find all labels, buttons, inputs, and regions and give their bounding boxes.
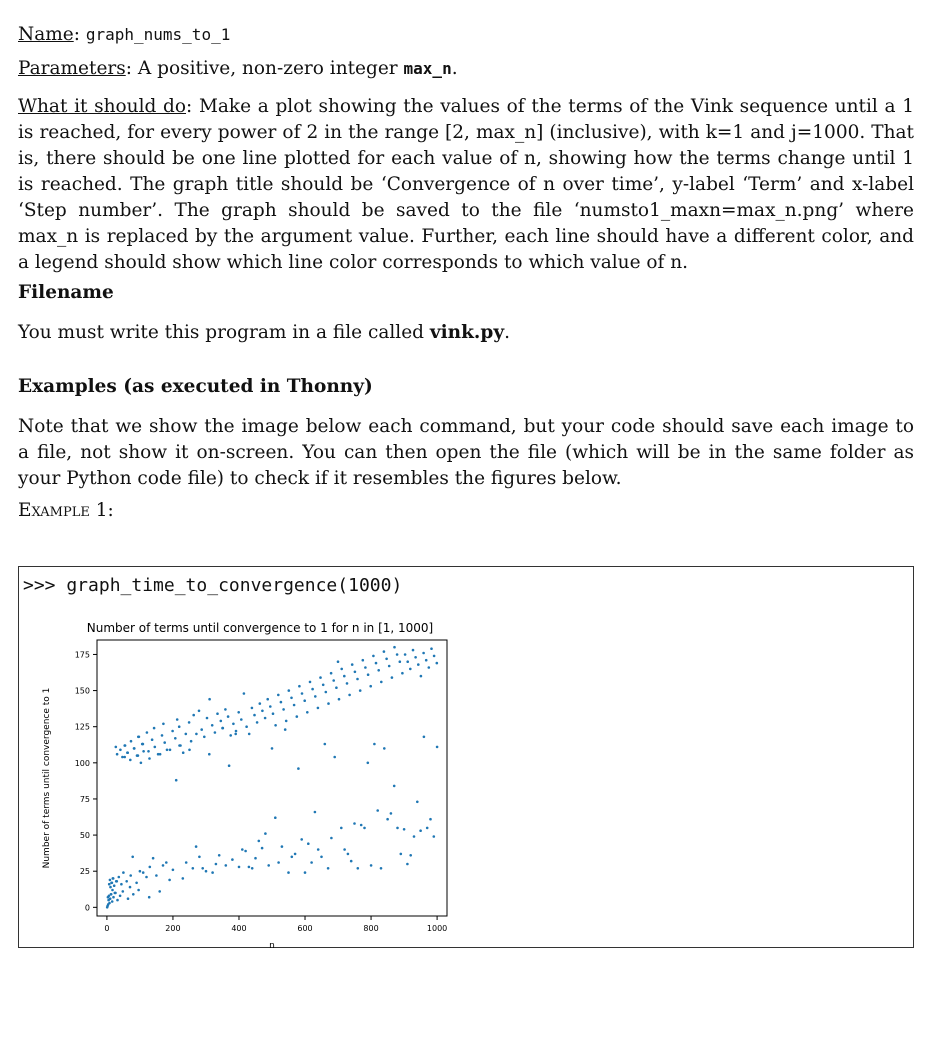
data-point: [116, 753, 119, 756]
data-point: [348, 694, 351, 697]
data-point: [390, 812, 393, 815]
data-point: [298, 685, 301, 688]
data-point: [115, 746, 118, 749]
data-point: [109, 879, 112, 882]
data-point: [162, 723, 165, 726]
data-point: [400, 853, 403, 856]
data-point: [306, 711, 309, 714]
data-point: [322, 684, 325, 687]
data-point: [215, 863, 218, 866]
data-point: [258, 840, 261, 843]
data-point: [126, 751, 129, 754]
data-point: [241, 848, 244, 851]
data-point: [198, 710, 201, 713]
data-point: [131, 856, 134, 859]
data-point: [360, 824, 363, 827]
data-point: [151, 738, 154, 741]
data-point: [383, 650, 386, 653]
data-point: [124, 744, 127, 747]
data-point: [119, 749, 122, 752]
data-point: [116, 899, 119, 902]
data-point: [206, 717, 209, 720]
data-point: [112, 896, 115, 899]
data-point: [109, 897, 112, 900]
data-point: [314, 695, 317, 698]
data-point: [176, 718, 179, 721]
parameter-var: max_n: [403, 59, 452, 78]
data-point: [185, 733, 188, 736]
data-point: [188, 749, 191, 752]
data-point: [248, 733, 251, 736]
data-point: [118, 876, 121, 879]
y-tick-label: 100: [74, 758, 90, 768]
data-point: [396, 653, 399, 656]
data-point: [132, 893, 135, 896]
example-label: Example 1:: [18, 500, 114, 521]
data-point: [304, 871, 307, 874]
data-point: [319, 676, 322, 679]
data-point: [429, 818, 432, 821]
data-point: [266, 698, 269, 701]
data-point: [267, 864, 270, 867]
data-point: [145, 876, 148, 879]
data-point: [272, 712, 275, 715]
data-point: [155, 874, 158, 877]
data-point: [129, 886, 132, 889]
data-point: [211, 871, 214, 874]
data-point: [284, 728, 287, 731]
data-point: [406, 863, 409, 866]
data-point: [330, 672, 333, 675]
data-point: [337, 660, 340, 663]
data-point: [416, 801, 419, 804]
data-point: [428, 666, 431, 669]
data-point: [367, 673, 370, 676]
data-point: [350, 860, 353, 863]
data-point: [244, 850, 247, 853]
data-point: [203, 736, 206, 739]
data-point: [254, 857, 257, 860]
data-point: [373, 743, 376, 746]
data-point: [243, 692, 246, 695]
data-point: [149, 866, 152, 869]
data-point: [362, 659, 365, 662]
data-point: [303, 699, 306, 702]
data-point: [376, 809, 379, 812]
data-point: [218, 854, 221, 857]
data-point: [200, 728, 203, 731]
data-point: [386, 818, 389, 821]
data-point: [142, 871, 145, 874]
data-point: [139, 870, 142, 873]
y-tick-label: 25: [79, 867, 90, 877]
data-point: [380, 681, 383, 684]
data-point: [369, 685, 372, 688]
data-point: [285, 720, 288, 723]
data-point: [420, 675, 423, 678]
data-point: [340, 668, 343, 671]
data-point: [364, 666, 367, 669]
data-point: [259, 702, 262, 705]
data-point: [190, 740, 193, 743]
y-tick-label: 0: [84, 903, 90, 913]
data-point: [224, 708, 227, 711]
y-ticks: [75, 650, 97, 912]
data-point: [404, 653, 407, 656]
data-point: [238, 866, 241, 869]
data-point: [281, 845, 284, 848]
data-point: [129, 874, 132, 877]
parameters-line: Parameters: A positive, non-zero integer max_n.: [18, 58, 458, 79]
x-ticks: [104, 916, 447, 933]
data-point: [228, 764, 231, 767]
data-point: [297, 767, 300, 770]
data-point: [307, 842, 310, 845]
data-point: [245, 725, 248, 728]
data-point: [396, 827, 399, 830]
parameters-label: Parameters: [18, 58, 126, 79]
data-point: [133, 747, 136, 750]
function-name: graph_nums_to_1: [85, 25, 231, 44]
data-point: [330, 837, 333, 840]
data-point: [225, 864, 228, 867]
data-point: [380, 867, 383, 870]
data-point: [417, 663, 420, 666]
data-point: [159, 753, 162, 756]
data-point: [232, 723, 235, 726]
x-tick-label: 800: [363, 924, 379, 933]
data-point: [152, 857, 155, 860]
data-point: [147, 750, 150, 753]
data-point: [363, 827, 366, 830]
data-point: [327, 702, 330, 705]
data-point: [310, 861, 313, 864]
data-point: [123, 756, 126, 759]
data-point: [399, 660, 402, 663]
data-point: [127, 897, 130, 900]
scatter-chart: [37, 615, 457, 951]
name-label: Name: [18, 24, 74, 45]
data-point: [353, 822, 356, 825]
data-point: [205, 870, 208, 873]
filename-file: vink.py: [429, 322, 505, 343]
data-point: [261, 847, 264, 850]
data-point: [351, 663, 354, 666]
data-point: [111, 882, 114, 885]
data-point: [406, 660, 409, 663]
x-axis-label: n: [269, 941, 275, 951]
data-point: [256, 721, 259, 724]
chart-title: Number of terms until convergence to 1 for n in [1, 1000]: [86, 621, 434, 635]
what-text: Make a plot showing the values of the terms of the Vink sequence until a 1 is reached, for every power of 2 in the range [2, max_n] (inclusive), with k=1 and j=1000. That is, there should be one line plotted for each value of n, showing how the terms change until 1 is reached. The graph title should be ‘Convergence of n over time’, y-label ‘Term’ and x-label ‘Step number’. The graph should be saved to the file ‘numsto1_maxn=max_n.png’ where max_n is replaced by the argument value. Further, each line should have a different color, and a legend should show which line color corresponds to which value of n.: [18, 96, 914, 273]
y-tick-label: 75: [79, 794, 90, 804]
data-point: [356, 678, 359, 681]
data-point: [146, 731, 149, 734]
data-point: [367, 762, 370, 765]
data-point: [165, 861, 168, 864]
data-point: [338, 698, 341, 701]
data-point: [294, 853, 297, 856]
data-point: [291, 856, 294, 859]
data-points: [106, 646, 439, 909]
data-point: [433, 835, 436, 838]
data-point: [234, 733, 237, 736]
filename-paragraph: You must write this program in a file called vink.py.: [18, 322, 510, 343]
note-paragraph: Note that we show the image below each command, but your code should save each image to a file, not show it on-screen. You can then open the file (which will be in the same folder as your Python code file) to check if it resembles the figures below.: [18, 416, 914, 489]
data-point: [287, 871, 290, 874]
parameters-text: A positive, non-zero integer: [137, 58, 398, 79]
data-point: [383, 747, 386, 750]
data-point: [208, 753, 211, 756]
description-paragraph: What it should do: Make a plot showing the values of the terms of the Vink sequence until a 1 is reached, for every power of 2 in the range [2, max_n] (inclusive), with k=1 and j=1000. That is, there should be one line plotted for each value of n, showing how the terms change until 1 is reached. The graph title should be ‘Convergence of n over time’, y-label ‘Term’ and x-label ‘Step number’. The graph should be saved to the file ‘numsto1_maxn=max_n.png’ where max_n is replaced by the argument value. Further, each line should have a different color, and a legend should show which line color corresponds to which value of n.: [18, 96, 914, 273]
data-point: [192, 867, 195, 870]
data-point: [201, 867, 204, 870]
data-point: [162, 864, 165, 867]
data-point: [116, 880, 119, 883]
data-point: [433, 655, 436, 658]
data-point: [235, 730, 238, 733]
data-point: [168, 879, 171, 882]
data-point: [140, 762, 143, 765]
x-tick-label: 0: [104, 924, 110, 933]
data-point: [229, 734, 232, 737]
data-point: [112, 877, 115, 880]
data-point: [158, 890, 161, 893]
examples-heading: Examples (as executed in Thonny): [18, 376, 373, 397]
data-point: [264, 717, 267, 720]
data-point: [108, 902, 111, 905]
data-point: [332, 679, 335, 682]
data-point: [333, 756, 336, 759]
data-point: [413, 835, 416, 838]
x-tick-label: 200: [165, 924, 181, 933]
data-point: [154, 746, 157, 749]
data-point: [153, 727, 156, 730]
data-point: [182, 751, 185, 754]
data-point: [142, 743, 145, 746]
data-point: [130, 740, 133, 743]
data-point: [436, 662, 439, 665]
data-point: [220, 720, 223, 723]
data-point: [300, 838, 303, 841]
data-point: [110, 893, 113, 896]
data-point: [119, 895, 122, 898]
data-point: [179, 744, 182, 747]
data-point: [274, 816, 277, 819]
data-point: [237, 711, 240, 714]
data-point: [261, 710, 264, 713]
data-point: [129, 759, 132, 762]
data-point: [296, 715, 299, 718]
data-point: [372, 655, 375, 658]
data-point: [282, 708, 285, 711]
data-point: [412, 649, 415, 652]
data-point: [121, 756, 124, 759]
data-point: [171, 730, 174, 733]
data-point: [240, 718, 243, 721]
data-point: [114, 892, 117, 895]
data-point: [430, 647, 433, 650]
data-point: [422, 652, 425, 655]
data-point: [253, 714, 256, 717]
data-point: [324, 743, 327, 746]
data-point: [113, 884, 116, 887]
data-point: [277, 861, 280, 864]
y-tick-label: 125: [74, 722, 90, 732]
data-point: [409, 854, 412, 857]
data-point: [280, 701, 283, 704]
data-point: [401, 672, 404, 675]
data-point: [214, 731, 217, 734]
data-point: [122, 890, 125, 893]
data-point: [311, 688, 314, 691]
data-point: [135, 882, 138, 885]
data-point: [309, 681, 312, 684]
assignment-text: [18, 22, 914, 532]
data-point: [264, 832, 267, 835]
data-point: [325, 691, 328, 694]
data-point: [211, 724, 214, 727]
data-point: [423, 736, 426, 739]
y-tick-label: 150: [74, 686, 90, 696]
data-point: [198, 856, 201, 859]
data-point: [317, 848, 320, 851]
data-point: [137, 754, 140, 757]
data-point: [343, 848, 346, 851]
x-tick-label: 1000: [426, 924, 448, 933]
data-point: [222, 727, 225, 730]
data-point: [301, 692, 304, 695]
data-point: [288, 689, 291, 692]
data-point: [269, 705, 272, 708]
example-box: [18, 566, 914, 951]
data-point: [391, 676, 394, 679]
data-point: [192, 714, 195, 717]
data-point: [393, 646, 396, 649]
data-point: [426, 827, 429, 830]
data-point: [388, 665, 391, 668]
data-point: [335, 686, 338, 689]
data-point: [370, 864, 373, 867]
what-label: What it should do: [18, 96, 187, 117]
x-tick-label: 400: [231, 924, 247, 933]
data-point: [172, 869, 175, 872]
data-point: [327, 867, 330, 870]
data-point: [125, 880, 128, 883]
data-point: [161, 734, 164, 737]
data-point: [393, 785, 396, 788]
data-point: [347, 853, 350, 856]
data-point: [231, 858, 234, 861]
data-point: [182, 877, 185, 880]
data-point: [185, 861, 188, 864]
data-point: [138, 736, 141, 739]
data-point: [375, 662, 378, 665]
y-tick-label: 175: [74, 650, 90, 660]
data-point: [251, 867, 254, 870]
data-point: [148, 757, 151, 760]
data-point: [314, 811, 317, 814]
data-point: [175, 779, 178, 782]
data-point: [188, 721, 191, 724]
data-point: [163, 741, 166, 744]
data-point: [317, 707, 320, 710]
data-point: [195, 845, 198, 848]
data-point: [340, 827, 343, 830]
data-point: [271, 747, 274, 750]
data-point: [425, 659, 428, 662]
data-point: [274, 724, 277, 727]
data-point: [354, 671, 357, 674]
data-point: [377, 669, 380, 672]
data-point: [403, 828, 406, 831]
data-point: [178, 725, 181, 728]
data-point: [111, 889, 114, 892]
data-point: [142, 750, 145, 753]
data-point: [227, 715, 230, 718]
data-point: [148, 896, 151, 899]
data-point: [277, 694, 280, 697]
data-point: [111, 900, 114, 903]
data-point: [109, 886, 112, 889]
y-tick-label: 50: [79, 831, 90, 841]
data-point: [343, 675, 346, 678]
x-tick-label: 600: [297, 924, 313, 933]
data-point: [385, 658, 388, 661]
filename-heading: Filename: [18, 282, 114, 303]
data-point: [320, 856, 323, 859]
y-axis-label: Number of terms until convergence to 1: [42, 687, 52, 869]
data-point: [108, 883, 111, 886]
data-point: [174, 737, 177, 740]
data-point: [346, 682, 349, 685]
data-point: [419, 829, 422, 832]
data-point: [436, 746, 439, 749]
data-point: [208, 698, 211, 701]
data-point: [359, 689, 362, 692]
data-point: [216, 712, 219, 715]
plot-area: [97, 640, 447, 916]
data-point: [169, 749, 172, 752]
data-point: [409, 668, 412, 671]
data-point: [122, 871, 125, 874]
data-point: [414, 656, 417, 659]
data-point: [248, 866, 251, 869]
name-line: Name: graph_nums_to_1: [18, 24, 231, 45]
data-point: [251, 707, 254, 710]
shell-prompt: >>> graph_time_to_convergence(1000): [23, 575, 403, 596]
data-point: [290, 697, 293, 700]
data-point: [357, 867, 360, 870]
data-point: [120, 883, 123, 886]
data-point: [195, 733, 198, 736]
data-point: [166, 749, 169, 752]
data-point: [137, 889, 140, 892]
data-point: [293, 704, 296, 707]
